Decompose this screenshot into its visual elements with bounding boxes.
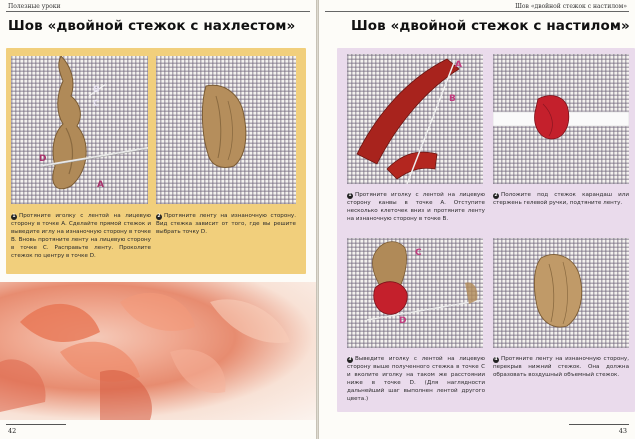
step-number-badge: 1: [12, 214, 16, 219]
gold-ribbon-illustration-step4: [493, 238, 629, 348]
step3-text-right: Выведите иголку с лентой на лицевую сторону выше полученного стежка в точке C и вколите иголку на таком же расстоянии ниже в точке D. (Для наглядности дальнейший шаг выполнен лентой другого цвета.): [347, 356, 485, 403]
step2-photo-right: [493, 54, 629, 184]
step-number-badge: 1: [348, 193, 352, 198]
footer-rule-right: [569, 424, 629, 425]
gold-ribbon-stitch: [202, 85, 245, 167]
step1-caption-right: [347, 191, 485, 223]
step2-caption-left: [156, 212, 296, 236]
step-number-badge: 2: [157, 214, 161, 219]
red-ribbon-illustration-step2: [493, 54, 629, 184]
step4-caption-right: [493, 355, 629, 379]
red-ribbon-shape: [357, 59, 459, 164]
ribbon-illustration-step1: [11, 56, 148, 204]
flower-petals-illustration: [0, 282, 316, 420]
decorative-flower-photo: [0, 282, 316, 420]
step-number-badge: 3: [348, 357, 352, 362]
step-number-badge: 4: [494, 357, 498, 362]
running-head-right: Шов «двойной стежок с настилом»: [515, 3, 627, 10]
page-number-left: 42: [8, 427, 17, 435]
step2-photo-left: [156, 56, 296, 204]
red-ribbon-illustration-step1: [347, 54, 483, 184]
footer-rule-left: [6, 424, 66, 425]
running-rule-right: [325, 11, 629, 12]
instruction-panel-left: [6, 48, 306, 274]
left-page-title: Шов «двойной стежок с нахлестом»: [8, 18, 296, 34]
right-page: [319, 0, 635, 439]
running-rule-left: [6, 11, 310, 12]
step2-text-right: Положите под стежок карандаш или стержень гелевой ручки, подтяните ленту.: [493, 192, 629, 207]
instruction-panel-right: [337, 48, 635, 412]
step2-text: Протяните ленту на изнаночную сторону. Вид стежка зависит от того, где вы решите выбрать точку D.: [156, 213, 296, 236]
gold-puffy-stitch: [534, 255, 581, 327]
right-page-title: Шов «двойной стежок с настилом»: [351, 18, 630, 34]
step1-photo-right: [347, 54, 483, 184]
point-label-b: B: [93, 85, 100, 95]
point-label-c: C: [93, 99, 100, 109]
step2-caption-right: [493, 191, 629, 207]
page-number-right: 43: [618, 427, 627, 435]
point-label-d: D: [39, 154, 47, 164]
crimson-ribbon-loop: [374, 282, 408, 315]
step3-caption-right: [347, 355, 485, 404]
left-page: [0, 0, 316, 439]
point-label-d-right: D: [399, 316, 407, 326]
point-label-a: A: [97, 180, 104, 190]
step3-photo-right: [347, 238, 483, 348]
step1-caption-left: [11, 212, 151, 261]
step-number-badge: 2: [494, 193, 498, 198]
step1-photo-left: [11, 56, 148, 204]
step4-photo-right: [493, 238, 629, 348]
running-head-left: Полезные уроки: [8, 3, 61, 10]
point-label-b-right: B: [449, 94, 456, 104]
gold-ribbon-shape: [53, 56, 86, 189]
step1-text: Протяните иголку с лентой на лицевую сторону в точке A. Сделайте прямой стежок и выведите иглу на изнаночную сторону в точке B. Вновь протяните ленту на лицевую сторону в точке C. Расправьте ленту. Проколите стежок по центру в точке D.: [11, 213, 151, 260]
step1-text-right: Протяните иголку с лентой на лицевую сторону канвы в точке A. Отступите несколько клеточек вниз и протяните ленту на изнаночную сторону в точке B.: [347, 192, 485, 223]
step4-text-right: Протяните ленту на изнаночную сторону, перекрыв нижний стежок. Она должна образовать воздушный объемный стежок.: [493, 356, 629, 379]
ribbon-illustration-step2: [156, 56, 296, 204]
point-label-a-right: A: [455, 60, 462, 70]
point-label-c-right: C: [415, 248, 422, 258]
